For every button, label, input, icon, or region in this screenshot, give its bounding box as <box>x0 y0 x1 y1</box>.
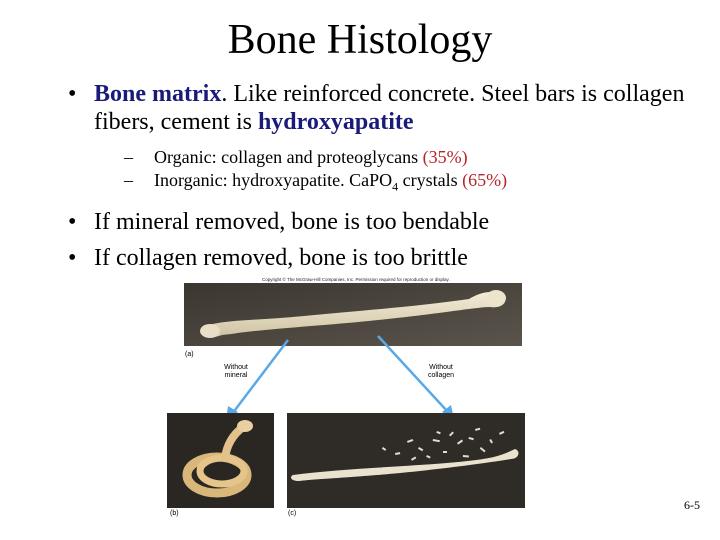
term-hydroxyapatite: hydroxyapatite <box>257 109 414 135</box>
label-b: (b) <box>170 510 179 517</box>
bullet-list-2 <box>68 208 688 272</box>
bullet-marker: • <box>68 81 77 107</box>
percent-inorganic: (65%) <box>462 170 508 190</box>
bullet-text: If mineral removed, bone is too bendable <box>94 209 490 235</box>
bullet-collagen <box>68 244 688 272</box>
photo-bone-without-collagen <box>287 413 525 508</box>
sub-bullet-inorganic <box>124 169 684 199</box>
label-c: (c) <box>288 510 297 517</box>
bullet-text: . Like reinforced concrete. Steel bars is collagen fibers, cement is <box>94 81 685 135</box>
sub-text: crystals <box>398 170 463 190</box>
label-a-top: (a) <box>185 351 194 358</box>
bullet-mineral <box>68 208 688 236</box>
label-without-collagen: Without collagen <box>427 364 455 379</box>
dash-marker: – <box>124 170 133 190</box>
photo-bone-without-mineral <box>167 413 274 508</box>
bullet-marker: • <box>68 245 77 271</box>
percent-organic: (35%) <box>422 147 468 167</box>
slide-number: 6-5 <box>684 498 700 512</box>
sub-text: Organic: collagen and proteoglycans <box>154 147 423 167</box>
label-without-mineral: Without mineral <box>224 364 248 379</box>
bullet-text: If collagen removed, bone is too brittle <box>94 245 468 271</box>
term-bone-matrix: Bone matrix <box>94 81 222 107</box>
slide-title: Bone Histology <box>227 17 493 63</box>
sub-text: Inorganic: hydroxyapatite. CaPO <box>154 170 393 190</box>
figure-copyright: Copyright © The McGraw-Hill Companies, Inc. Permission required for reproduction or display. <box>262 277 450 282</box>
dash-marker: – <box>124 147 133 167</box>
subscript-4: 4 <box>392 179 399 194</box>
bullet-bone-matrix <box>68 80 688 136</box>
sub-bullet-organic <box>124 146 684 169</box>
bullet-marker: • <box>68 209 77 235</box>
sub-bullet-list <box>124 146 684 199</box>
bullet-list <box>68 80 688 136</box>
